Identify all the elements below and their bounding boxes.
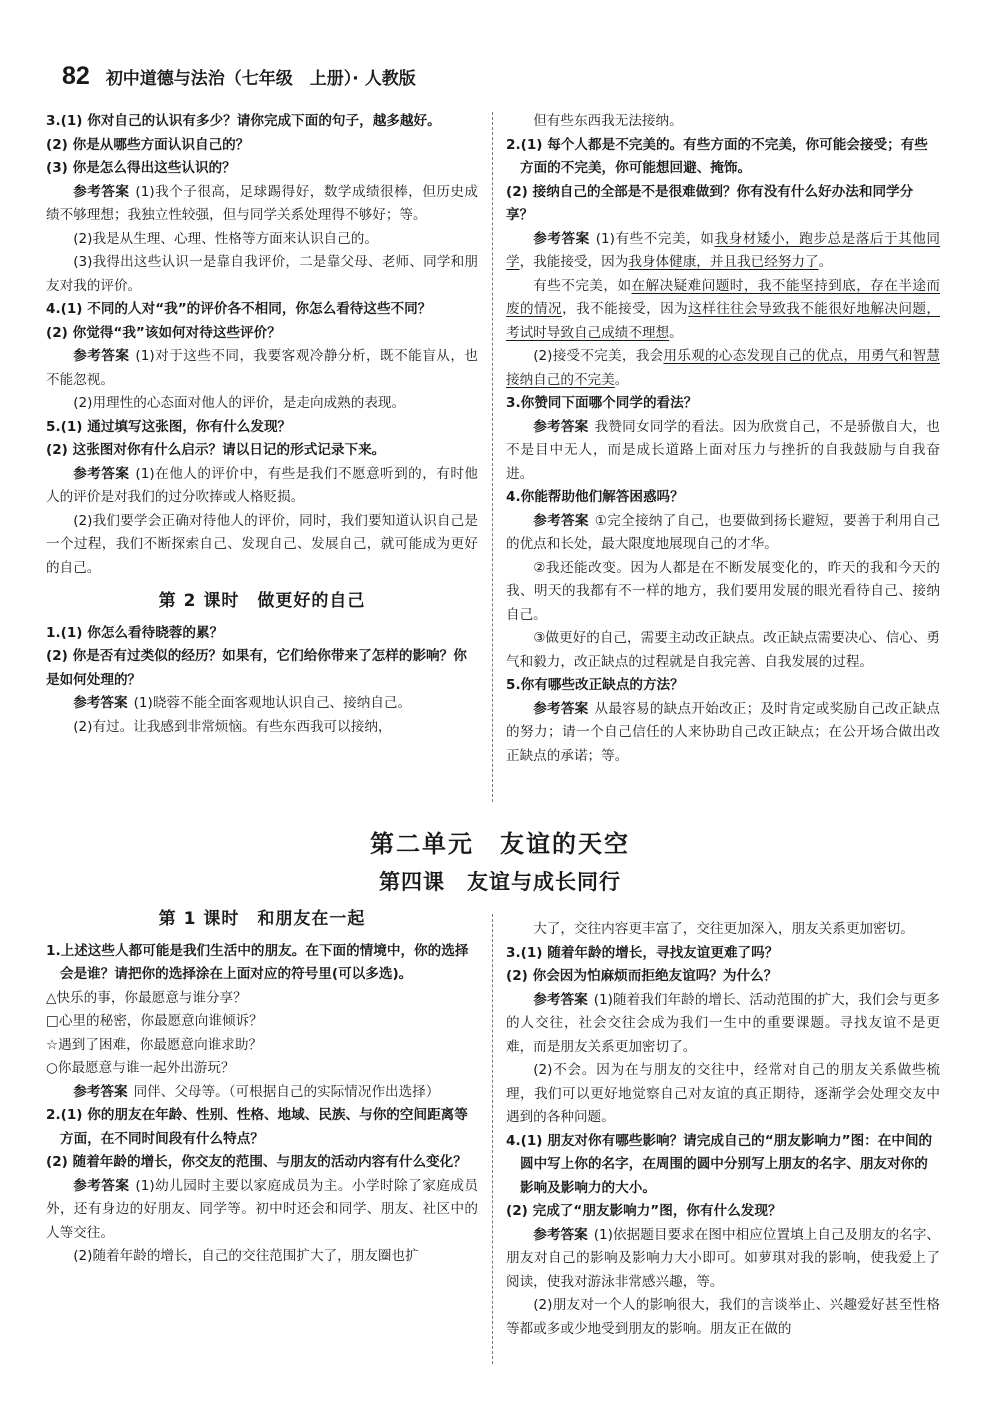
answer-text: ③做更好的自己，需要主动改正缺点。改正缺点需要决心、信心、勇气和毅力，改正缺点的过程就是自我完善、自我发展的过程。 bbox=[506, 630, 940, 670]
question-prompt: 4.你能帮助他们解答困惑吗？ bbox=[506, 489, 684, 505]
lesson-heading: 第 1 课时 和朋友在一起 bbox=[158, 909, 366, 929]
answer-label: 参考答案 bbox=[533, 700, 589, 717]
page-header bbox=[62, 62, 416, 92]
answer-text: ，我不能接受，因为 bbox=[562, 301, 689, 317]
top-right-column bbox=[506, 110, 940, 768]
question-prompt: (2) 你是否有过类似的经历？如果有，它们给你带来了怎样的影响？你是如何处理的？ bbox=[46, 648, 467, 688]
option-text: △快乐的事，你最愿意与谁分享？ bbox=[46, 989, 247, 1006]
answer-text: ，我能接受，因为 bbox=[519, 254, 629, 270]
unit-title: 第二单元 友谊的天空 bbox=[370, 830, 630, 858]
underlined-text: 在解决疑难问题时，我不能坚持到底，存在半途而废的情况 bbox=[506, 277, 941, 317]
answer-text: (2)不会。因为在与朋友的交往中，经常对自己的朋友关系做些梳理，我们可以更好地觉察自己对友谊的真正期待，逐渐学会处理交友中遇到的各种问题。 bbox=[506, 1062, 940, 1125]
underlined-text: 我身体健康，并且我已经努力了 bbox=[628, 254, 819, 270]
answer-text: 从最容易的缺点开始改正；及时肯定或奖励自己改正缺点的努力；请一个自己信任的人来协助自己改正缺点；在公开场合做出改正缺点的承诺；等。 bbox=[506, 700, 941, 764]
answer-text: (1)晓蓉不能全面客观地认识自己、接纳自己。 bbox=[133, 695, 412, 711]
answer-text: (1)在他人的评价中，有些是我们不愿意听到的，有时他人的评价是对我们的过分吹捧或人格贬损。 bbox=[46, 465, 478, 505]
question-prompt: (2) 这张图对你有什么启示？请以日记的形式记录下来。 bbox=[46, 442, 386, 458]
answer-text: (2)我们要学会正确对待他人的评价，同时，我们要知道认识自己是一个过程，我们不断探索自己、发现自己、发展自己，就可能成为更好的自己。 bbox=[46, 512, 478, 576]
answer-label: 参考答案 bbox=[73, 1177, 130, 1194]
answer-text: 同伴、父母等。（可根据自己的实际情况作出选择） bbox=[133, 1083, 440, 1100]
answer-label: 参考答案 bbox=[73, 1083, 128, 1100]
question-prompt: (2) 接纳自己的全部是不是很难做到？你有没有什么好办法和同学分享？ bbox=[506, 183, 914, 223]
question-prompt: 1.(1) 你怎么看待晓蓉的累？ bbox=[46, 624, 224, 641]
question-prompt: (2) 你觉得“我”该如何对待这些评价？ bbox=[46, 324, 281, 341]
answer-text: (2)随着年龄的增长，自己的交往范围扩大了，朋友圈也扩 bbox=[73, 1248, 419, 1264]
answer-text: (1)幼儿园时主要以家庭成员为主。小学时除了家庭成员外，还有身边的好朋友、同学等。初中时还会和同学、朋友、社区中的人等交往。 bbox=[46, 1177, 478, 1241]
answer-text: (1)随着我们年龄的增长、活动范围的扩大，我们会与更多的人交往，社会交往会成为我们一生中的重要课题。寻找友谊不是更难，而是朋友关系更加密切了。 bbox=[506, 991, 940, 1055]
question-prompt: (2) 你是从哪些方面认识自己的？ bbox=[46, 136, 250, 153]
answer-text: (2)朋友对一个人的影响很大，我们的言谈举止、兴趣爱好甚至性格等都或多或少地受到朋友的影响。朋友正在做的 bbox=[506, 1297, 940, 1337]
question-prompt: 2.(1) 每个人都是不完美的。有些方面的不完美，你可能会接受；有些方面的不完美，你可能想回避、掩饰。 bbox=[506, 136, 928, 176]
answer-label: 参考答案 bbox=[73, 183, 130, 200]
answer-text: (2)接受不完美，我会 bbox=[533, 348, 664, 364]
question-prompt: 1.上述这些人都可能是我们生活中的朋友。在下面的情境中，你的选择会是谁？请把你的选择涂在上面对应的符号里(可以多选)。 bbox=[46, 942, 469, 982]
question-prompt: (3) 你是怎么得出这些认识的？ bbox=[46, 160, 236, 176]
lesson-title: 第四课 友谊与成长同行 bbox=[379, 870, 621, 894]
option-text: ☆遇到了困难，你最愿意向谁求助？ bbox=[46, 1036, 263, 1053]
answer-text: (3)我得出这些认识一是靠自我评价，二是靠父母、老师、同学和朋友对我的评价。 bbox=[46, 254, 478, 294]
underlined-text: 这样往往会导致我不能很好地解决问题，考试时导致自己成绩不理想 bbox=[506, 301, 941, 341]
question-prompt: (2) 你会因为怕麻烦而拒绝友谊吗？为什么？ bbox=[506, 968, 778, 984]
question-prompt: 3.你赞同下面哪个同学的看法？ bbox=[506, 395, 698, 411]
answer-text: (1)依据题目要求在图中相应位置填上自己及朋友的名字、朋友对自己的影响及影响力大小即可。如萝琪对我的影响，使我爱上了阅读，使我对游泳非常感兴趣，等。 bbox=[506, 1226, 940, 1290]
underlined-text: 用乐观的心态发现自己的优点，用勇气和智慧接纳自己的不完美 bbox=[506, 348, 940, 388]
answer-label: 参考答案 bbox=[533, 1226, 588, 1243]
question-prompt: 4.(1) 朋友对你有哪些影响？请完成自己的“朋友影响力”图：在中间的圆中写上你的名字，在周围的圆中分别写上朋友的名字、朋友对你的影响及影响力的大小。 bbox=[506, 1132, 933, 1196]
question-prompt: 5.(1) 通过填写这张图，你有什么发现？ bbox=[46, 418, 292, 435]
answer-text: 我赞同女同学的看法。因为欣赏自己，不是骄傲自大，也不是目中无人，而是成长道路上面对压力与挫折的自我鼓励与自我奋进。 bbox=[506, 418, 941, 482]
bottom-left-column bbox=[46, 908, 478, 1269]
answer-text: 。 bbox=[818, 254, 833, 270]
page-number: 82 bbox=[62, 62, 90, 90]
answer-text: 。 bbox=[669, 324, 683, 341]
answer-text: (2)有过。让我感到非常烦恼。有些东西我可以接纳， bbox=[73, 718, 392, 735]
option-text: ○你最愿意与谁一起外出游玩？ bbox=[46, 1060, 235, 1076]
question-prompt: 4.(1) 不同的人对“我”的评价各不相同，你怎么看待这些不同？ bbox=[46, 301, 432, 317]
question-prompt: (2) 完成了“朋友影响力”图，你有什么发现？ bbox=[506, 1203, 782, 1219]
answer-label: 参考答案 bbox=[533, 512, 589, 529]
answer-label: 参考答案 bbox=[73, 348, 130, 364]
question-prompt: 3.(1) 随着年龄的增长，寻找友谊更难了吗？ bbox=[506, 944, 779, 961]
answer-text: ①完全接纳了自己，也要做到扬长避短，要善于利用自己的优点和长处，最大限度地展现自己的才华。 bbox=[506, 512, 941, 552]
column-divider bbox=[492, 914, 493, 1364]
answer-text: (1)对于这些不同，我要客观冷静分析，既不能盲从，也不能忽视。 bbox=[46, 348, 478, 388]
answer-label: 参考答案 bbox=[533, 230, 590, 247]
answer-text: (1)有些不完美，如 bbox=[595, 230, 715, 247]
question-prompt: 3.(1) 你对自己的认识有多少？请你完成下面的句子，越多越好。 bbox=[46, 113, 441, 129]
answer-label: 参考答案 bbox=[533, 991, 588, 1008]
answer-text: ②我还能改变。因为人都是在不断发展变化的，昨天的我和今天的我、明天的我都有不一样的地方，我们要用发展的眼光看待自己、接纳自己。 bbox=[506, 559, 940, 623]
lesson-heading: 第 2 课时 做更好的自己 bbox=[158, 591, 366, 611]
top-left-column bbox=[46, 110, 478, 739]
answer-text: 。 bbox=[614, 371, 629, 388]
answer-text: 大了，交往内容更丰富了，交往更加深入，朋友关系更加密切。 bbox=[533, 921, 914, 937]
column-divider bbox=[492, 112, 493, 802]
question-prompt: 5.你有哪些改正缺点的方法？ bbox=[506, 677, 684, 693]
book-title: 初中道德与法治（七年级 上册）· 人教版 bbox=[105, 69, 416, 89]
underlined-text: 我身材矮小，跑步总是落后于其他同学 bbox=[506, 230, 941, 270]
answer-text: (2)用理性的心态面对他人的评价，是走向成熟的表现。 bbox=[73, 395, 406, 411]
answer-label: 参考答案 bbox=[73, 465, 130, 482]
answer-text: 但有些东西我无法接纳。 bbox=[533, 113, 683, 129]
answer-text: (2)我是从生理、心理、性格等方面来认识自己的。 bbox=[73, 230, 378, 247]
bottom-right-column bbox=[506, 918, 940, 1341]
question-prompt: 2.(1) 你的朋友在年龄、性别、性格、地域、民族、与你的空间距离等方面，在不同时间段有什么特点？ bbox=[46, 1107, 468, 1147]
answer-text: 有些不完美，如 bbox=[533, 277, 632, 294]
answer-label: 参考答案 bbox=[73, 695, 128, 711]
option-text: □心里的秘密，你最愿意向谁倾诉？ bbox=[46, 1013, 263, 1029]
question-prompt: (2) 随着年龄的增长，你交友的范围、与朋友的活动内容有什么变化？ bbox=[46, 1154, 467, 1170]
answer-text: (1)我个子很高，足球踢得好，数学成绩很棒，但历史成绩不够理想；我独立性较强，但与同学关系处理得不够好；等。 bbox=[46, 183, 478, 223]
answer-label: 参考答案 bbox=[533, 418, 589, 435]
